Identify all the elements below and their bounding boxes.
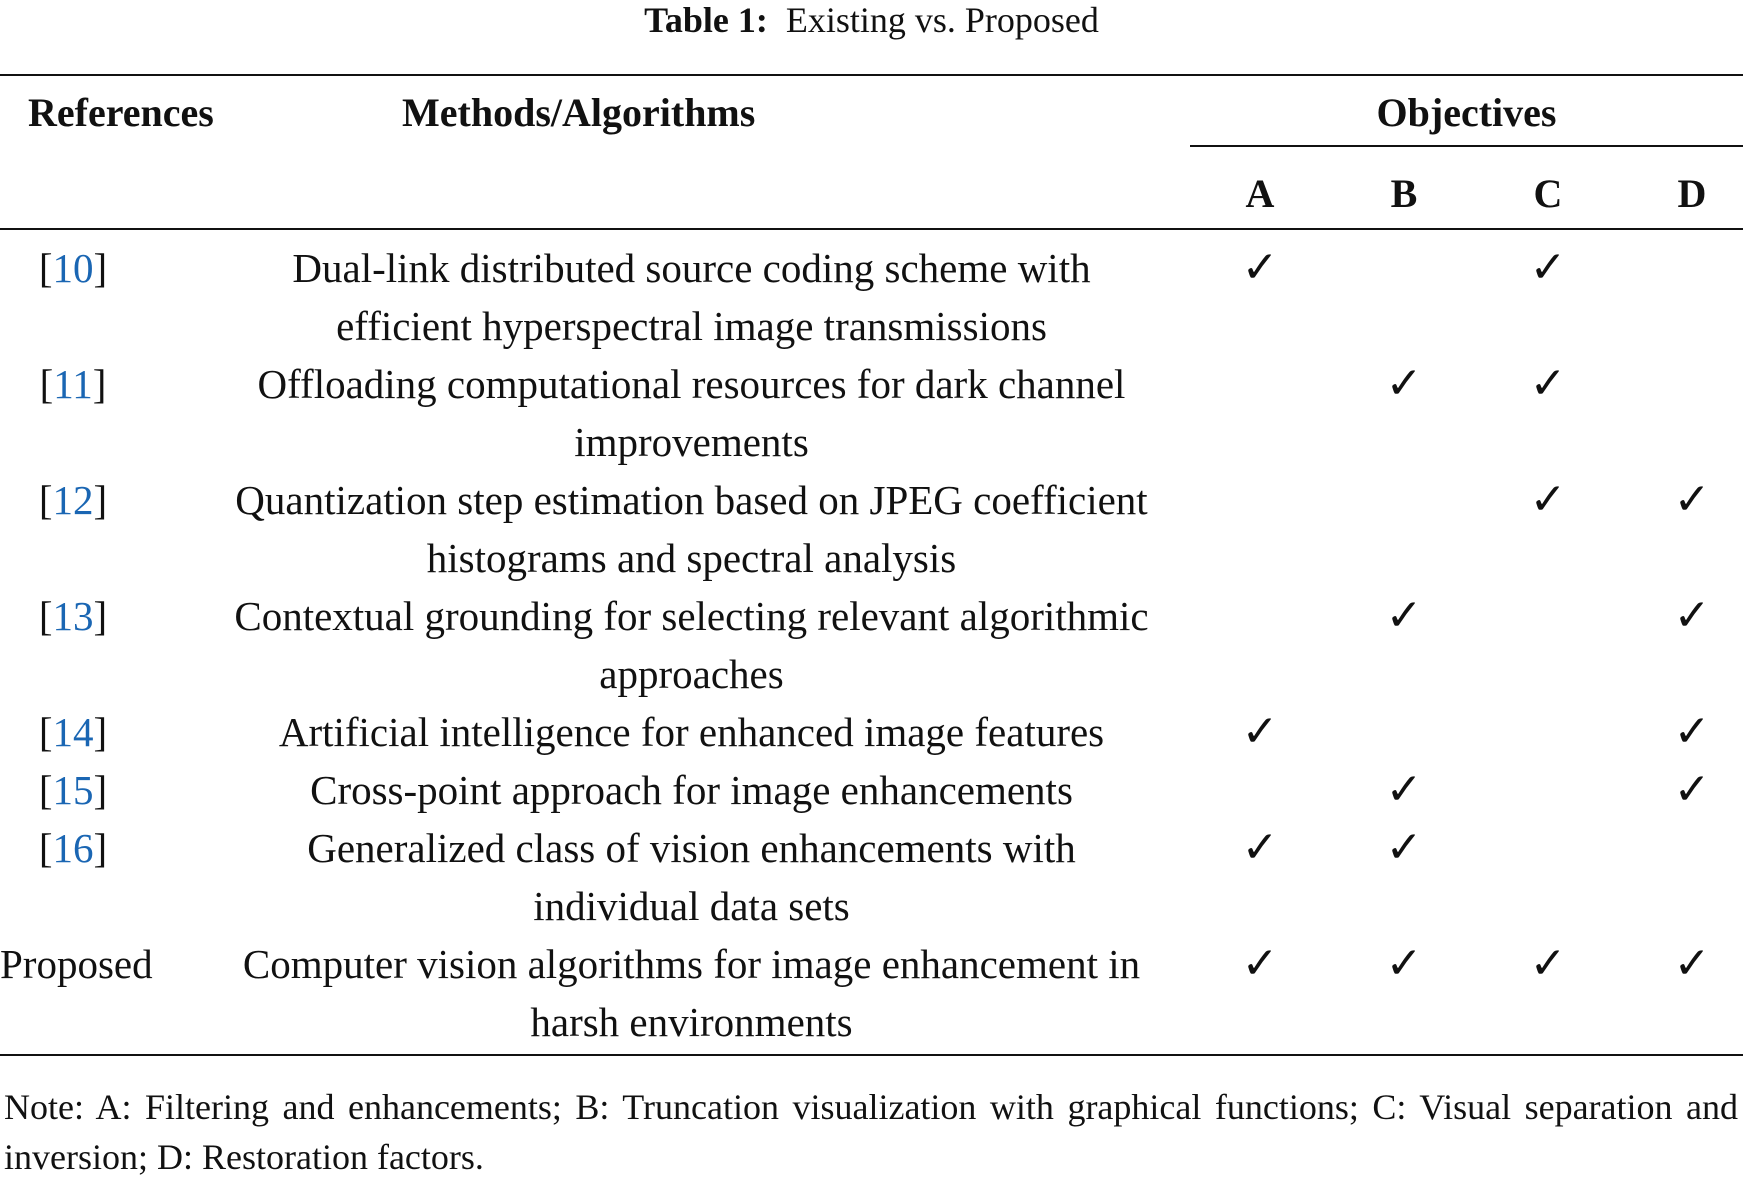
- reference-link[interactable]: 12: [52, 477, 94, 523]
- header-methods: Methods/Algorithms: [402, 90, 756, 135]
- objective-c-check: ✓: [1529, 242, 1567, 293]
- caption-label: Table 1:: [644, 0, 768, 40]
- reference-cell-proposed: Proposed: [0, 941, 153, 987]
- reference-link[interactable]: 10: [52, 245, 94, 291]
- header-objective-c: C: [1533, 171, 1563, 216]
- objective-b-check: ✓: [1385, 938, 1423, 989]
- method-cell: Offloading computational resources for dark channel improvements: [257, 361, 1126, 465]
- header-objective-d: D: [1677, 171, 1707, 216]
- reference-link[interactable]: 11: [53, 361, 93, 407]
- objectives-rule: [1190, 145, 1743, 147]
- method-cell: Generalized class of vision enhancements with individual data sets: [307, 825, 1076, 929]
- objective-a-check: ✓: [1241, 242, 1279, 293]
- reference-link[interactable]: 16: [52, 825, 94, 871]
- method-cell: Cross-point approach for image enhancements: [310, 767, 1073, 813]
- header-objective-a: A: [1245, 171, 1275, 216]
- reference-link[interactable]: 13: [52, 593, 94, 639]
- method-cell: Dual-link distributed source coding scheme with efficient hyperspectral image transmissions: [292, 245, 1091, 349]
- header-bottom-rule: [0, 228, 1743, 230]
- objective-c-check: ✓: [1529, 358, 1567, 409]
- objective-d-check: ✓: [1673, 474, 1711, 525]
- method-cell: Artificial intelligence for enhanced image features: [278, 709, 1105, 755]
- reference-cell: [14]: [38, 709, 108, 755]
- reference-cell: [12]: [38, 477, 108, 523]
- objective-d-check: ✓: [1673, 706, 1711, 757]
- objective-a-check: ✓: [1241, 706, 1279, 757]
- table-note: Note: A: Filtering and enhancements; B: Truncation visualization with graphical functions; C: Visual separation and inversion; D: Restoration factors.: [4, 1087, 1738, 1177]
- reference-cell: [15]: [38, 767, 108, 813]
- objective-b-check: ✓: [1385, 822, 1423, 873]
- bottom-rule: [0, 1054, 1743, 1056]
- reference-link[interactable]: 14: [52, 709, 94, 755]
- objective-a-check: ✓: [1241, 822, 1279, 873]
- reference-cell: [10]: [38, 245, 108, 291]
- objective-c-check: ✓: [1529, 938, 1567, 989]
- reference-link[interactable]: 15: [52, 767, 94, 813]
- table-caption: [0, 0, 1743, 40]
- objective-b-check: ✓: [1385, 764, 1423, 815]
- reference-cell: [13]: [38, 593, 108, 639]
- top-rule: [0, 74, 1743, 76]
- objective-a-check: ✓: [1241, 938, 1279, 989]
- objective-c-check: ✓: [1529, 474, 1567, 525]
- header-references: References: [28, 90, 214, 135]
- objective-d-check: ✓: [1673, 764, 1711, 815]
- objective-d-check: ✓: [1673, 590, 1711, 641]
- method-cell: Quantization step estimation based on JPEG coefficient histograms and spectral analysis: [235, 477, 1148, 581]
- header-objectives: Objectives: [1376, 90, 1557, 135]
- header-objective-b: B: [1390, 171, 1418, 216]
- reference-cell: [11]: [39, 361, 107, 407]
- objective-b-check: ✓: [1385, 358, 1423, 409]
- objective-d-check: ✓: [1673, 938, 1711, 989]
- objective-b-check: ✓: [1385, 590, 1423, 641]
- method-cell: Contextual grounding for selecting relevant algorithmic approaches: [234, 593, 1149, 697]
- reference-cell: [16]: [38, 825, 108, 871]
- method-cell: Computer vision algorithms for image enhancement in harsh environments: [242, 941, 1141, 1045]
- caption-text: Existing vs. Proposed: [785, 0, 1099, 40]
